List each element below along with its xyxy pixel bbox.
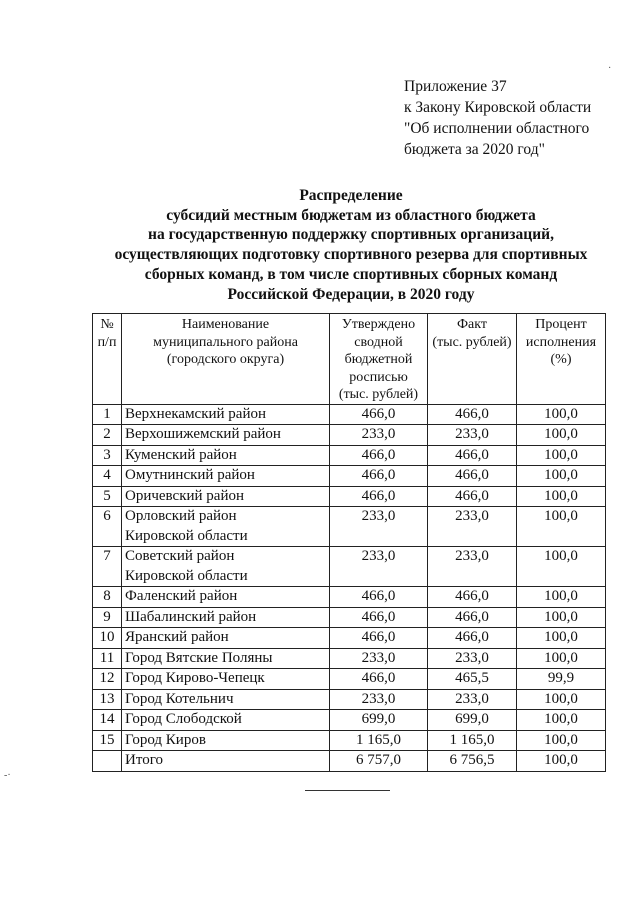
appendix-line: Приложение 37 <box>404 78 507 95</box>
execution-percent: 100,0 <box>517 751 606 772</box>
district-name-line: Город Кирово-Чепецк <box>125 670 265 686</box>
execution-percent: 100,0 <box>517 507 606 547</box>
appendix-line: бюджета за 2020 год" <box>404 141 545 158</box>
row-number: 14 <box>93 710 122 731</box>
header-text: росписью <box>349 369 408 385</box>
fact-amount: 233,0 <box>428 648 517 669</box>
district-name <box>122 425 330 446</box>
approved-amount: 466,0 <box>330 404 428 425</box>
district-name-line: Город Слободской <box>125 711 242 727</box>
execution-percent: 100,0 <box>517 689 606 710</box>
execution-percent: 100,0 <box>517 425 606 446</box>
approved-amount: 466,0 <box>330 628 428 649</box>
district-name <box>122 689 330 710</box>
fact-amount: 466,0 <box>428 587 517 608</box>
district-name-line: Кировской области <box>125 527 248 544</box>
fact-amount: 466,0 <box>428 404 517 425</box>
header-text: бюджетной <box>344 352 413 367</box>
header-text: № <box>100 317 114 332</box>
execution-percent: 100,0 <box>517 587 606 608</box>
appendix-reference <box>404 76 591 160</box>
header-num <box>93 314 122 405</box>
title-line: сборных команд, в том числе спортивных сборных команд <box>144 265 558 283</box>
district-name <box>122 628 330 649</box>
execution-percent: 100,0 <box>517 710 606 731</box>
district-name-line: Верхнекамский район <box>125 405 267 422</box>
title-line: на государственную поддержку спортивных организаций, <box>148 226 554 244</box>
row-number: 1 <box>93 404 122 425</box>
header-text: Факт <box>456 317 487 332</box>
total-row <box>93 751 606 772</box>
approved-amount: 466,0 <box>330 607 428 628</box>
table-row <box>93 466 606 487</box>
execution-percent: 100,0 <box>517 486 606 507</box>
title-line: субсидий местным бюджетам из областного бюджета <box>166 206 536 224</box>
district-name-line: Город Вятские Поляны <box>125 649 273 666</box>
district-name-line: Яранский район <box>125 629 229 645</box>
district-name-line: Фаленский район <box>125 588 238 604</box>
approved-amount: 466,0 <box>330 486 428 507</box>
execution-percent: 100,0 <box>517 648 606 669</box>
row-number: 6 <box>93 507 122 547</box>
district-name-line: Куменский район <box>125 446 237 463</box>
scan-mark: -· <box>4 770 11 781</box>
header-name <box>122 314 330 405</box>
row-number: 13 <box>93 689 122 710</box>
approved-amount: 466,0 <box>330 445 428 466</box>
district-name <box>122 710 330 731</box>
table-row <box>93 587 606 608</box>
fact-amount: 699,0 <box>428 710 517 731</box>
appendix-line: "Об исполнении областного <box>404 120 590 137</box>
header-text: Процент <box>535 317 587 332</box>
header-text: (городского округа) <box>166 352 285 367</box>
row-number: 9 <box>93 607 122 628</box>
appendix-line: к Закону Кировской области <box>404 99 592 116</box>
district-name-line: Итого <box>125 752 163 768</box>
table-body <box>93 404 606 771</box>
district-name <box>122 486 330 507</box>
execution-percent: 100,0 <box>517 628 606 649</box>
execution-percent: 100,0 <box>517 445 606 466</box>
approved-amount: 1 165,0 <box>330 730 428 751</box>
table-row <box>93 689 606 710</box>
approved-amount: 6 757,0 <box>330 751 428 772</box>
district-name <box>122 607 330 628</box>
execution-percent: 100,0 <box>517 607 606 628</box>
fact-amount: 233,0 <box>428 425 517 446</box>
execution-percent: 100,0 <box>517 730 606 751</box>
header-text: п/п <box>97 334 117 350</box>
approved-amount: 233,0 <box>330 507 428 547</box>
table-row <box>93 628 606 649</box>
table-row <box>93 669 606 690</box>
table-row <box>93 507 606 547</box>
table-row <box>93 710 606 731</box>
execution-percent: 99,9 <box>517 669 606 690</box>
approved-amount: 233,0 <box>330 689 428 710</box>
subsidy-table <box>92 313 606 772</box>
title-line: осуществляющих подготовку спортивного резерва для спортивных <box>114 246 588 264</box>
fact-amount: 466,0 <box>428 466 517 487</box>
district-name-line: Орловский район <box>125 508 237 524</box>
header-text: (%) <box>550 352 572 367</box>
header-text: Наименование <box>181 317 270 332</box>
row-number: 12 <box>93 669 122 690</box>
table-row <box>93 607 606 628</box>
row-number: 15 <box>93 730 122 751</box>
fact-amount: 466,0 <box>428 628 517 649</box>
table-row <box>93 648 606 669</box>
district-name <box>122 507 330 547</box>
header-text: муниципального района <box>153 334 298 350</box>
row-number: 5 <box>93 486 122 507</box>
fact-amount: 233,0 <box>428 507 517 547</box>
execution-percent: 100,0 <box>517 547 606 587</box>
district-name-line: Верхошижемский район <box>125 426 281 442</box>
approved-amount: 233,0 <box>330 648 428 669</box>
row-number: 2 <box>93 425 122 446</box>
district-name <box>122 404 330 425</box>
district-name <box>122 445 330 466</box>
district-name <box>122 547 330 587</box>
header-text: Утверждено <box>341 317 416 332</box>
row-number: 4 <box>93 466 122 487</box>
district-name <box>122 751 330 772</box>
district-name-line: Омутнинский район <box>125 467 255 483</box>
fact-amount: 1 165,0 <box>428 730 517 751</box>
approved-amount: 466,0 <box>330 587 428 608</box>
header-approved <box>330 314 428 405</box>
title-line: Распределение <box>299 187 403 204</box>
approved-amount: 466,0 <box>330 466 428 487</box>
row-number: 3 <box>93 445 122 466</box>
district-name <box>122 648 330 669</box>
approved-amount: 699,0 <box>330 710 428 731</box>
fact-amount: 466,0 <box>428 486 517 507</box>
execution-percent: 100,0 <box>517 466 606 487</box>
district-name-line: Оричевский район <box>125 487 245 504</box>
table-row <box>93 404 606 425</box>
fact-amount: 233,0 <box>428 689 517 710</box>
fact-amount: 466,0 <box>428 445 517 466</box>
row-number: 11 <box>93 648 122 669</box>
execution-percent: 100,0 <box>517 404 606 425</box>
district-name <box>122 730 330 751</box>
row-number: 10 <box>93 628 122 649</box>
approved-amount: 233,0 <box>330 547 428 587</box>
fact-amount: 466,0 <box>428 607 517 628</box>
row-number <box>93 751 122 772</box>
header-fact <box>428 314 517 405</box>
district-name <box>122 669 330 690</box>
district-name-line: Город Котельнич <box>125 690 234 707</box>
district-name-line: Город Киров <box>125 731 206 748</box>
fact-amount: 233,0 <box>428 547 517 587</box>
header-text: (тыс. рублей) <box>338 387 419 402</box>
table-row <box>93 486 606 507</box>
header-text: (тыс. рублей) <box>432 334 512 350</box>
row-number: 7 <box>93 547 122 587</box>
row-number: 8 <box>93 587 122 608</box>
table-row <box>93 445 606 466</box>
district-name-line: Кировской области <box>125 567 248 584</box>
header-text: исполнения <box>525 334 597 350</box>
table-row <box>93 425 606 446</box>
table-row <box>93 730 606 751</box>
district-name <box>122 466 330 487</box>
title-line: Российской Федерации, в 2020 году <box>227 285 475 303</box>
district-name <box>122 587 330 608</box>
scan-mark: · <box>608 63 612 74</box>
header-percent <box>517 314 606 405</box>
table-header-row <box>93 314 606 405</box>
district-name-line: Шабалинский район <box>125 608 257 625</box>
approved-amount: 466,0 <box>330 669 428 690</box>
fact-amount: 6 756,5 <box>428 751 517 772</box>
district-name-line: Советский район <box>125 548 235 564</box>
end-divider <box>305 790 390 791</box>
document-title <box>60 186 640 304</box>
table-row <box>93 547 606 587</box>
header-text: сводной <box>354 334 403 350</box>
approved-amount: 233,0 <box>330 425 428 446</box>
fact-amount: 465,5 <box>428 669 517 690</box>
